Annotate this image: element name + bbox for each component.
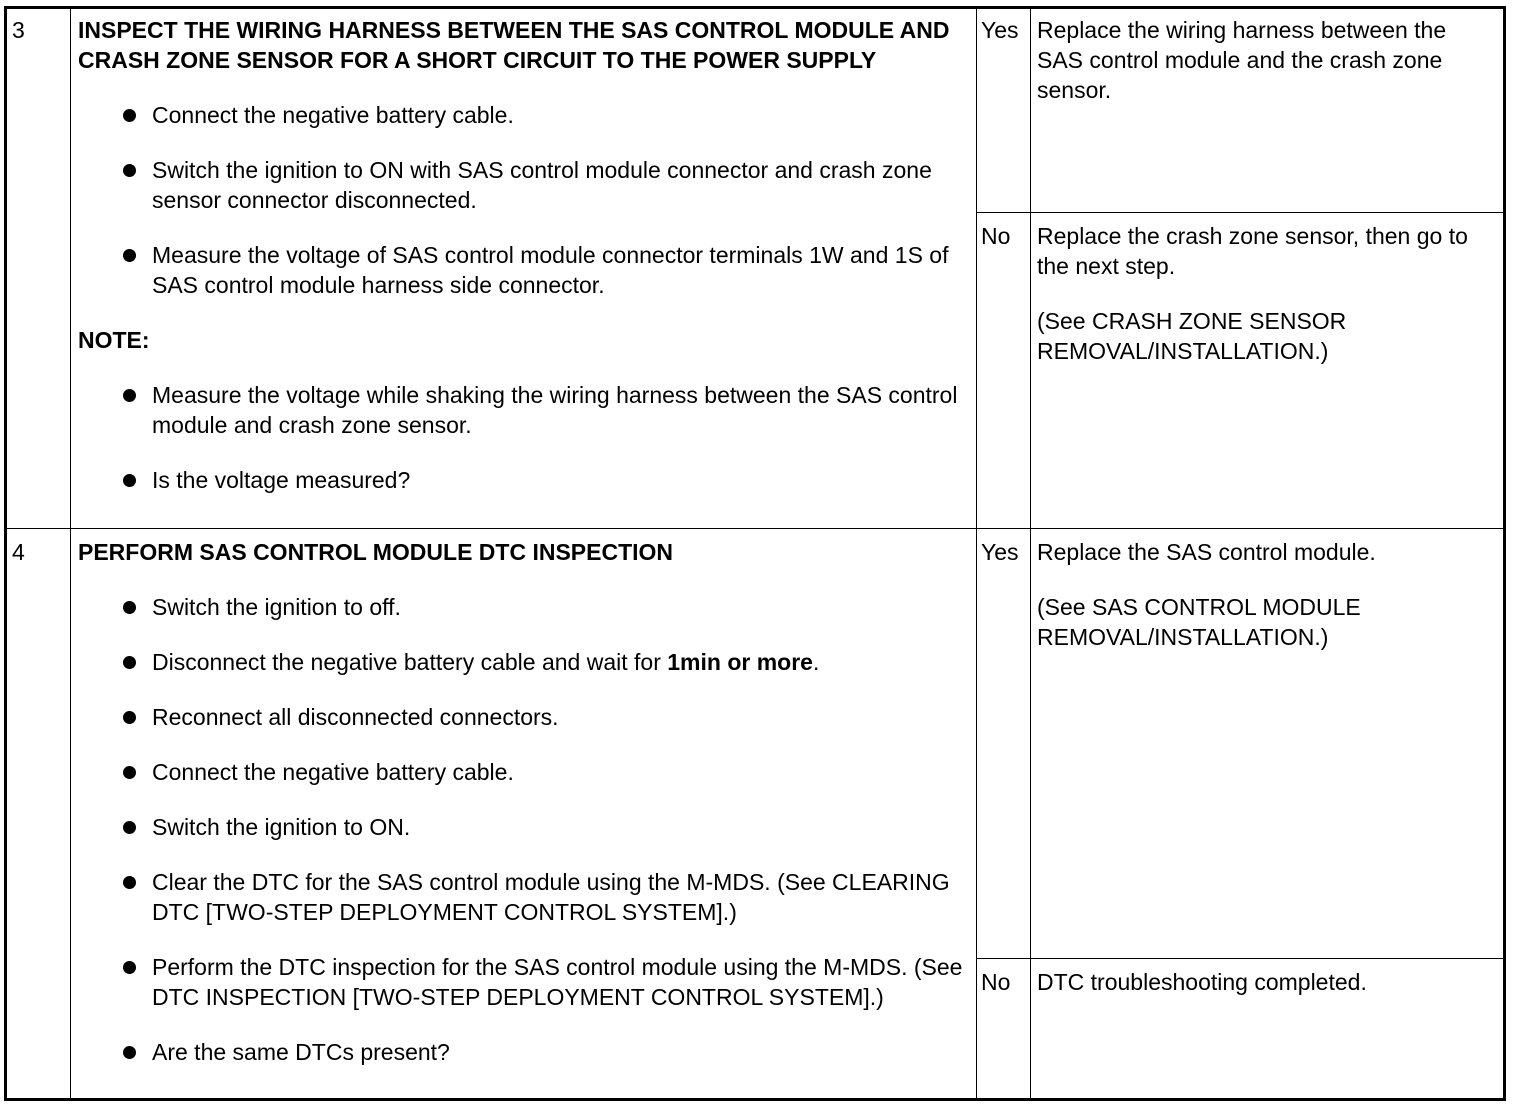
step4-bullet-list bbox=[78, 592, 971, 1067]
no-action: DTC troubleshooting completed. bbox=[1037, 969, 1367, 995]
bullet-item: Are the same DTCs present? bbox=[78, 1037, 971, 1067]
step-title: INSPECT THE WIRING HARNESS BETWEEN THE SAS CONTROL MODULE AND CRASH ZONE SENSOR FOR A SHORT CIRCUIT TO THE POWER SUPPLY bbox=[78, 17, 950, 73]
bullet-dot-icon bbox=[123, 766, 136, 779]
bullet-item: Switch the ignition to ON with SAS control module connector and crash zone sensor connector disconnected. bbox=[78, 155, 971, 215]
bullet-item: Is the voltage measured? bbox=[78, 465, 971, 495]
bullet-dot-icon bbox=[123, 821, 136, 834]
bullet-dot-icon bbox=[123, 601, 136, 614]
step4-inspection bbox=[78, 537, 971, 1067]
troubleshooting-table bbox=[4, 6, 1506, 1101]
bullet-dot-icon bbox=[123, 249, 136, 262]
bullet-dot-icon bbox=[123, 389, 136, 402]
column-divider-step bbox=[70, 9, 71, 1098]
yes-label: Yes bbox=[981, 17, 1019, 43]
column-divider-inspection bbox=[976, 9, 977, 1098]
yes-label: Yes bbox=[981, 539, 1019, 565]
yes-action: Replace the wiring harness between the SAS control module and the crash zone sensor. bbox=[1037, 17, 1447, 103]
yes-action: Replace the SAS control module. (See SAS CONTROL MODULE REMOVAL/INSTALLATION.) bbox=[1037, 539, 1376, 650]
no-label: No bbox=[981, 223, 1011, 249]
note-label: NOTE: bbox=[78, 327, 150, 353]
column-divider-result bbox=[1030, 9, 1031, 1098]
bullet-item: Reconnect all disconnected connectors. bbox=[78, 702, 971, 732]
bullet-item: Switch the ignition to off. bbox=[78, 592, 971, 622]
step3-inspection bbox=[78, 15, 971, 495]
step4-yes-no-divider bbox=[976, 958, 1503, 959]
bullet-dot-icon bbox=[123, 961, 136, 974]
bullet-item: Connect the negative battery cable. bbox=[78, 100, 971, 130]
bullet-item: Switch the ignition to ON. bbox=[78, 812, 971, 842]
bullet-item: Connect the negative battery cable. bbox=[78, 757, 971, 787]
bullet-item: Measure the voltage of SAS control module connector terminals 1W and 1S of SAS control module harness side connector. bbox=[78, 240, 971, 300]
step3-bullet-list bbox=[78, 100, 971, 300]
bullet-dot-icon bbox=[123, 164, 136, 177]
bullet-dot-icon bbox=[123, 109, 136, 122]
bullet-item: Disconnect the negative battery cable and wait for 1min or more. bbox=[78, 647, 971, 677]
step3-yes-no-divider bbox=[976, 212, 1503, 213]
no-action: Replace the crash zone sensor, then go to the next step. (See CRASH ZONE SENSOR REMOVAL/INSTALLATION.) bbox=[1037, 223, 1468, 364]
no-label: No bbox=[981, 969, 1011, 995]
note-bullet-list bbox=[78, 380, 971, 495]
bullet-item: Measure the voltage while shaking the wiring harness between the SAS control module and crash zone sensor. bbox=[78, 380, 971, 440]
bullet-dot-icon bbox=[123, 474, 136, 487]
bullet-dot-icon bbox=[123, 711, 136, 724]
bullet-item: Perform the DTC inspection for the SAS control module using the M-MDS. (See DTC INSPECTION [TWO-STEP DEPLOYMENT CONTROL SYSTEM].) bbox=[78, 952, 971, 1012]
bullet-item: Clear the DTC for the SAS control module using the M-MDS. (See CLEARING DTC [TWO-STEP DEPLOYMENT CONTROL SYSTEM].) bbox=[78, 867, 971, 927]
step-number: 3 bbox=[12, 17, 25, 43]
row-divider bbox=[7, 528, 1503, 529]
step-title: PERFORM SAS CONTROL MODULE DTC INSPECTION bbox=[78, 539, 674, 565]
bullet-dot-icon bbox=[123, 1046, 136, 1059]
step-number: 4 bbox=[12, 539, 25, 565]
bullet-dot-icon bbox=[123, 876, 136, 889]
bullet-dot-icon bbox=[123, 656, 136, 669]
